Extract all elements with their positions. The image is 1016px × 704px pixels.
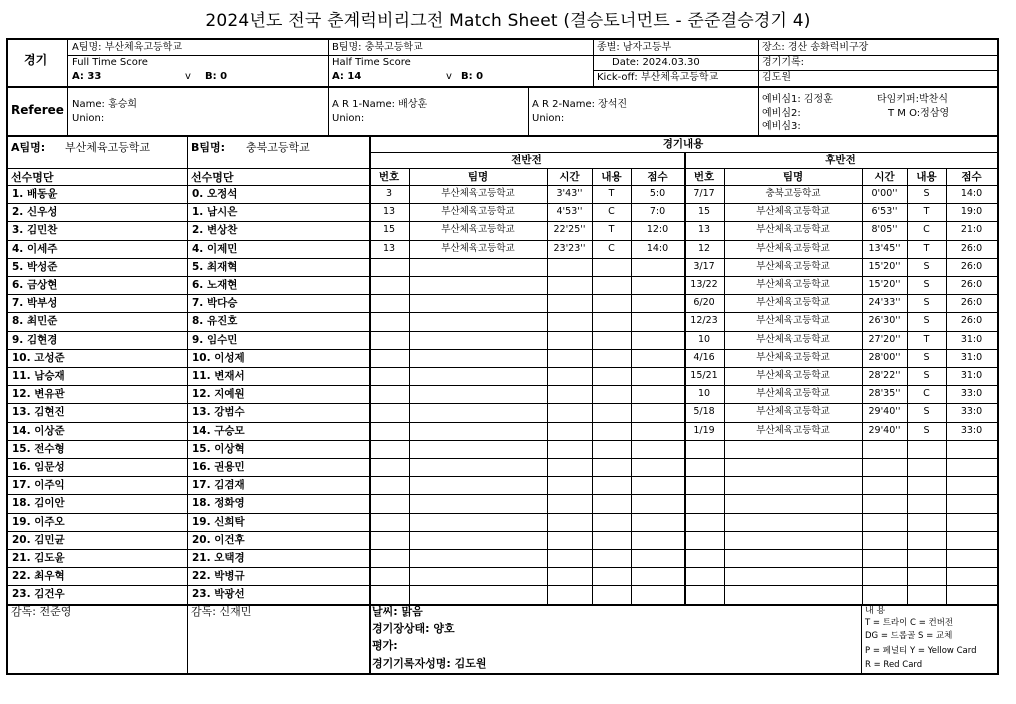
second-half-time-cell: 26'30'' — [868, 315, 901, 327]
second-half-no-cell: 10 — [697, 333, 711, 345]
player-b-name: 11. 변재서 — [192, 370, 245, 382]
player-b-name: 16. 권용민 — [192, 461, 245, 473]
first-half-time-cell: 22'25'' — [553, 224, 586, 236]
second-half-team-cell: 부산체육고등학교 — [756, 351, 830, 363]
second-half-time-cell: 29'40'' — [868, 424, 901, 436]
team-a-header-name: 부산체육고등학교 — [65, 141, 151, 154]
second-half-type-cell: S — [923, 406, 930, 418]
second-half-team-cell: 부산체육고등학교 — [756, 424, 830, 436]
second-half-col-number: 번호 — [693, 171, 715, 183]
second-half-type-cell: C — [923, 388, 930, 400]
record-name: 김도원 — [762, 72, 791, 83]
second-half-col-score: 점수 — [961, 171, 982, 183]
half-time-a: A: 14 — [332, 71, 362, 82]
player-a-name: 14. 이상준 — [12, 424, 65, 437]
second-half-time-cell: 27'20'' — [868, 333, 901, 345]
second-half-type-cell: T — [923, 206, 930, 218]
second-half-type-cell: S — [923, 188, 930, 199]
row-divider — [8, 440, 997, 441]
first-half-score-cell: 7:0 — [649, 206, 666, 218]
full-time-label: Full Time Score — [72, 57, 148, 68]
player-a-name: 10. 고성준 — [12, 351, 65, 364]
player-b-name: 19. 신희탁 — [192, 515, 245, 528]
legend-line: DG = 드롭골 S = 교체 — [865, 631, 953, 641]
player-b-name: 4. 이제민 — [192, 242, 238, 255]
first-half-team-cell: 부산체육고등학교 — [441, 188, 515, 199]
first-half-team-cell: 부산체육고등학교 — [441, 206, 515, 218]
referee-label: Referee — [11, 103, 64, 117]
player-b-name: 21. 오택경 — [192, 552, 245, 564]
second-half-col-team: 팀명 — [782, 171, 804, 183]
player-b-name: 7. 박다승 — [192, 297, 238, 310]
first-half-time-cell: 4'53'' — [556, 206, 583, 218]
ar1-union: Union: — [332, 113, 365, 124]
first-half-score-cell: 14:0 — [646, 242, 669, 254]
second-half-score-cell: 26:0 — [960, 260, 983, 272]
second-half-score-cell: 26:0 — [960, 315, 983, 327]
player-a-name: 6. 금상현 — [12, 279, 58, 291]
first-half-col-time: 시간 — [559, 171, 580, 183]
second-half-title: 후반전 — [825, 154, 856, 166]
player-a-name: 19. 이주오 — [12, 515, 65, 528]
second-half-team-cell: 부산체육고등학교 — [756, 370, 830, 381]
second-half-team-cell: 부산체육고등학교 — [756, 406, 830, 418]
coach-b: 감독: 신재민 — [191, 605, 252, 618]
second-half-type-cell: S — [923, 315, 930, 327]
second-half-no-cell: 13 — [697, 224, 711, 236]
legend-line: T = 트라이 C = 컨버전 — [865, 618, 954, 628]
first-half-no-cell: 13 — [382, 242, 396, 254]
player-a-name: 7. 박부성 — [12, 297, 58, 310]
player-b-name: 15. 이상혁 — [192, 442, 245, 455]
reserve-referee-3: 예비심3: — [762, 121, 801, 132]
team-b-roster-header: 선수명단 — [191, 171, 234, 184]
weather: 날씨: 맑음 — [372, 605, 423, 618]
second-half-no-cell: 4/16 — [693, 351, 715, 363]
player-a-name: 1. 배동윤 — [12, 188, 58, 200]
page-title: 2024년도 전국 춘계럭비리그전 Match Sheet (결승토너먼트 - 준준결승경기 4) — [205, 11, 811, 31]
row-divider — [8, 513, 997, 514]
first-half-col-number: 번호 — [378, 171, 400, 183]
second-half-time-cell: 29'40'' — [868, 406, 901, 418]
legend-line: P = 페널티 Y = Yellow Card — [865, 646, 977, 656]
second-half-team-cell: 부산체육고등학교 — [756, 206, 830, 218]
second-half-no-cell: 15 — [697, 206, 711, 218]
second-half-no-cell: 15/21 — [690, 370, 718, 381]
team-b-header-label: B팀명: — [191, 141, 226, 154]
full-time-b: B: 0 — [205, 71, 228, 82]
second-half-score-cell: 31:0 — [960, 370, 983, 381]
second-half-score-cell: 31:0 — [960, 333, 983, 345]
second-half-time-cell: 28'22'' — [868, 370, 901, 381]
second-half-team-cell: 부산체육고등학교 — [756, 260, 830, 272]
first-half-time-cell: 3'43'' — [556, 188, 583, 199]
second-half-score-cell: 14:0 — [960, 188, 983, 199]
first-half-team-cell: 부산체육고등학교 — [441, 242, 515, 254]
player-a-name: 23. 김건우 — [12, 588, 65, 601]
row-divider — [8, 549, 997, 550]
second-half-team-cell: 부산체육고등학교 — [756, 297, 830, 309]
team-b-header-name: 충북고등학교 — [246, 141, 310, 154]
second-half-score-cell: 33:0 — [960, 424, 983, 436]
referee-union: Union: — [72, 113, 105, 124]
recorder-name: 경기기록자성명: 김도원 — [372, 657, 487, 670]
second-half-type-cell: S — [923, 279, 930, 290]
player-a-name: 13. 김현진 — [12, 406, 65, 419]
first-half-no-cell: 15 — [382, 224, 396, 236]
second-half-team-cell: 부산체육고등학교 — [756, 279, 830, 290]
player-a-name: 21. 김도윤 — [12, 552, 65, 564]
venue-label: 장소: 경산 송화럭비구장 — [762, 42, 869, 53]
second-half-col-type: 내용 — [916, 171, 937, 183]
second-half-score-cell: 19:0 — [960, 206, 983, 218]
evaluation: 평가: — [372, 639, 398, 652]
player-a-name: 22. 최우혁 — [12, 570, 65, 583]
second-half-no-cell: 13/22 — [690, 279, 718, 290]
kickoff-team: Kick-off: 부산체육고등학교 — [597, 72, 719, 83]
player-a-name: 2. 신우성 — [12, 206, 58, 219]
second-half-team-cell: 부산체육고등학교 — [756, 333, 830, 345]
second-half-team-cell: 충북고등학교 — [765, 188, 821, 199]
second-half-time-cell: 13'45'' — [868, 242, 901, 254]
row-divider — [8, 531, 997, 532]
half-time-b: B: 0 — [461, 71, 484, 82]
second-half-no-cell: 12 — [697, 242, 711, 254]
first-half-score-cell: 5:0 — [649, 188, 666, 199]
reserve-referee-1: 예비심1: 김정훈 — [762, 94, 833, 105]
match-date: Date: 2024.03.30 — [612, 57, 700, 68]
second-half-no-cell: 12/23 — [690, 315, 718, 327]
second-half-team-cell: 부산체육고등학교 — [756, 242, 830, 254]
second-half-time-cell: 28'35'' — [868, 388, 901, 400]
player-b-name: 20. 이건후 — [192, 533, 245, 546]
tmo: T M O:정삼영 — [888, 108, 950, 119]
second-half-score-cell: 21:0 — [960, 224, 983, 236]
player-a-name: 3. 김민찬 — [12, 224, 58, 237]
player-b-name: 18. 정화영 — [192, 497, 245, 510]
row-divider — [8, 567, 997, 568]
second-half-type-cell: S — [923, 260, 930, 272]
team-a-label: A팀명: 부산체육고등학교 — [72, 42, 182, 53]
row-divider — [8, 458, 997, 459]
second-half-team-cell: 부산체육고등학교 — [756, 224, 830, 236]
match-sheet — [6, 38, 999, 675]
second-half-type-cell: S — [923, 351, 930, 363]
referee-name: Name: 홍승희 — [72, 99, 138, 110]
second-half-type-cell: S — [923, 370, 930, 381]
legend-line: R = Red Card — [865, 660, 923, 670]
second-half-no-cell: 10 — [697, 388, 711, 400]
second-half-time-cell: 6'53'' — [871, 206, 898, 218]
row-divider — [8, 494, 997, 495]
second-half-score-cell: 33:0 — [960, 388, 983, 400]
team-a-header-label: A팀명: — [11, 141, 46, 154]
half-time-label: Half Time Score — [332, 57, 411, 68]
first-half-no-cell: 3 — [385, 188, 393, 199]
first-half-team-cell: 부산체육고등학교 — [441, 224, 515, 236]
second-half-col-time: 시간 — [874, 171, 895, 183]
player-b-name: 14. 구승모 — [192, 424, 245, 437]
second-half-team-cell: 부산체육고등학교 — [756, 315, 830, 327]
first-half-time-cell: 23'23'' — [553, 242, 586, 254]
player-b-name: 23. 박광선 — [192, 588, 245, 601]
player-b-name: 17. 김겸재 — [192, 479, 245, 492]
player-b-name: 5. 최재혁 — [192, 260, 238, 273]
first-half-no-cell: 13 — [382, 206, 396, 218]
second-half-type-cell: S — [923, 424, 930, 436]
player-a-name: 5. 박성준 — [12, 260, 58, 273]
second-half-score-cell: 26:0 — [960, 297, 983, 309]
second-half-type-cell: T — [923, 333, 930, 345]
second-half-no-cell: 7/17 — [693, 188, 715, 199]
first-half-score-cell: 12:0 — [646, 224, 669, 236]
second-half-time-cell: 15'20'' — [868, 260, 901, 272]
full-time-v: v — [185, 71, 191, 82]
second-half-type-cell: C — [923, 224, 930, 236]
player-a-name: 17. 이주익 — [12, 479, 65, 492]
second-half-score-cell: 26:0 — [960, 242, 983, 254]
player-b-name: 6. 노재현 — [192, 279, 238, 291]
player-b-name: 13. 강범수 — [192, 406, 245, 419]
coach-a: 감독: 전준영 — [11, 605, 72, 618]
content-title: 경기내용 — [662, 138, 704, 150]
second-half-time-cell: 0'00'' — [871, 188, 898, 199]
player-b-name: 1. 남시은 — [192, 206, 238, 219]
player-a-name: 15. 전수형 — [12, 442, 65, 455]
player-b-name: 22. 박병규 — [192, 570, 245, 583]
second-half-no-cell: 6/20 — [693, 297, 715, 309]
player-b-name: 8. 유진호 — [192, 315, 238, 328]
player-b-name: 9. 임수민 — [192, 333, 238, 346]
player-a-name: 4. 이세주 — [12, 242, 58, 255]
category-label: 종별: 남자고등부 — [597, 42, 672, 53]
row-divider — [8, 585, 997, 586]
second-half-time-cell: 28'00'' — [868, 351, 901, 363]
second-half-no-cell: 5/18 — [693, 406, 715, 418]
full-time-a: A: 33 — [72, 71, 102, 82]
player-a-name: 20. 김민균 — [12, 533, 65, 546]
row-divider — [8, 476, 997, 477]
second-half-score-cell: 31:0 — [960, 351, 983, 363]
second-half-no-cell: 1/19 — [693, 424, 715, 436]
first-half-type-cell: C — [608, 206, 615, 218]
reserve-referee-2: 예비심2: — [762, 108, 801, 119]
player-b-name: 12. 지예원 — [192, 388, 245, 401]
first-half-type-cell: T — [608, 188, 615, 199]
second-half-type-cell: T — [923, 242, 930, 254]
second-half-time-cell: 15'20'' — [868, 279, 901, 290]
player-b-name: 10. 이성제 — [192, 351, 245, 364]
ar1-name: A R 1-Name: 배상훈 — [332, 99, 428, 110]
record-label: 경기기록: — [762, 57, 805, 68]
player-a-name: 12. 변유관 — [12, 388, 65, 401]
player-a-name: 8. 최민준 — [12, 315, 58, 328]
timekeeper: 타임키퍼:박찬식 — [877, 94, 948, 105]
second-half-team-cell: 부산체육고등학교 — [756, 388, 830, 400]
second-half-score-cell: 33:0 — [960, 406, 983, 418]
first-half-col-type: 내용 — [601, 171, 622, 183]
match-label: 경기 — [24, 53, 48, 67]
first-half-col-team: 팀명 — [467, 171, 489, 183]
player-a-name: 16. 임문성 — [12, 461, 65, 473]
first-half-type-cell: T — [608, 224, 615, 236]
second-half-time-cell: 24'33'' — [868, 297, 901, 309]
ar2-union: Union: — [532, 113, 565, 124]
player-a-name: 18. 김이안 — [12, 497, 65, 510]
ar2-name: A R 2-Name: 장석진 — [532, 99, 628, 110]
legend-title: 내 용 — [865, 606, 886, 616]
player-a-name: 9. 김현경 — [12, 333, 58, 346]
second-half-score-cell: 26:0 — [960, 279, 983, 290]
second-half-type-cell: S — [923, 297, 930, 309]
first-half-type-cell: C — [608, 242, 615, 254]
first-half-title: 전반전 — [511, 154, 542, 166]
team-b-label: B팀명: 충북고등학교 — [332, 42, 423, 53]
player-b-name: 0. 오정석 — [192, 188, 238, 200]
player-a-name: 11. 남승재 — [12, 370, 65, 382]
first-half-col-score: 점수 — [647, 171, 668, 183]
half-time-v: v — [446, 71, 452, 82]
second-half-time-cell: 8'05'' — [871, 224, 898, 236]
ground-condition: 경기장상태: 양호 — [372, 622, 455, 635]
team-a-roster-header: 선수명단 — [11, 171, 54, 184]
player-b-name: 2. 변상찬 — [192, 224, 238, 237]
second-half-no-cell: 3/17 — [693, 260, 715, 272]
